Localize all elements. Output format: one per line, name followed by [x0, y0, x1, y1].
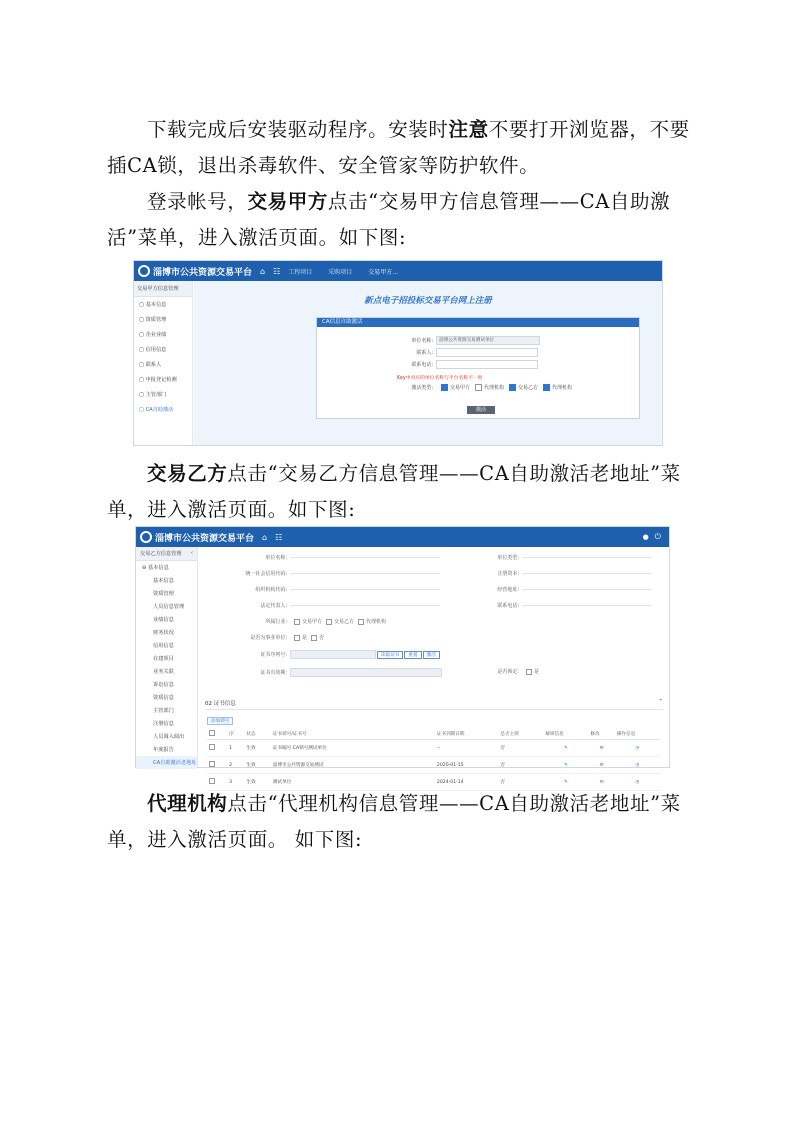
logo-icon [140, 531, 152, 543]
top-navbar [134, 261, 662, 281]
sidebar-item-label: CA自助激活 [145, 407, 174, 413]
table-row[interactable] [207, 740, 660, 757]
column-header: 解锁信息 [543, 728, 588, 740]
cert-serial-field[interactable] [290, 650, 376, 659]
cell: 证书编号 CA锁号测试单位 [271, 740, 435, 757]
grid-icon[interactable]: ☷ [275, 532, 283, 542]
sidebar-item[interactable]: ▢ 信用信息 [139, 347, 167, 353]
sidebar-item-label: 主管部门 [145, 392, 167, 398]
contact-row [317, 348, 538, 357]
logo-icon [138, 265, 150, 277]
form-label: 联系电话: [497, 603, 519, 609]
section-title: 02 证书信息 [205, 701, 236, 707]
sidebar-item-label: 企业业绩 [145, 332, 167, 338]
screenshot-party-b-activation [135, 526, 670, 785]
checkbox[interactable] [526, 669, 532, 675]
company-row [317, 336, 540, 345]
chevron-icon: ‹ [190, 550, 193, 556]
sidebar-item[interactable]: ▢ 联系人 [139, 362, 162, 368]
form-row [469, 586, 652, 593]
platform-brand: 淄博市公共资源交易平台 [153, 267, 253, 278]
cell: 生效 [244, 757, 271, 774]
sidebar [136, 547, 198, 767]
table-header-row [207, 728, 660, 740]
cert-table [207, 728, 660, 791]
sidebar-item[interactable]: 业务关联 [153, 669, 174, 675]
home-icon[interactable]: ⌂ [260, 266, 266, 276]
table-row[interactable] [207, 757, 660, 774]
checkbox[interactable] [294, 619, 300, 625]
form-row [469, 668, 539, 675]
cell: 生效 [244, 740, 271, 757]
form-row [199, 650, 440, 659]
sidebar-item[interactable]: 主管部门 [153, 708, 174, 714]
text-field[interactable] [290, 573, 440, 574]
sidebar-header[interactable] [136, 547, 197, 561]
checkbox[interactable] [441, 384, 448, 391]
form-label: 单位类型: [497, 555, 519, 561]
sidebar-item-label: 申报登记检测 [145, 377, 177, 383]
select-all-header[interactable] [207, 728, 227, 740]
nav-tab[interactable]: 采购项目 [328, 268, 353, 276]
form-row [469, 570, 652, 577]
text-field[interactable] [290, 605, 440, 606]
section-header [205, 699, 663, 710]
form-label: 经营地址: [497, 587, 519, 593]
grid-icon[interactable]: ☷ [273, 266, 281, 276]
bold-text: 交易甲方 [247, 190, 328, 213]
form-label: 是否为事业单位: [250, 635, 287, 641]
sidebar-item[interactable]: 年度报告 [153, 747, 174, 753]
panel-title: CA信息自助激活 [317, 318, 639, 327]
nav-tab[interactable]: 工程项目 [288, 268, 313, 276]
role-option-label: 代理机构 [484, 385, 505, 391]
text: 点击“交易甲方信息管理——CA自助激活”菜单，进入激活页面。如下图: [107, 190, 671, 249]
sidebar-item[interactable]: ▢ 企业业绩 [139, 332, 167, 338]
column-header: 证书锁号/证书号 [271, 728, 435, 740]
sidebar-item-label: 基本信息 [145, 302, 167, 308]
unlock-icon[interactable]: ✎ [543, 740, 588, 757]
form-row [199, 554, 440, 561]
form-label: 证书序列号: [260, 652, 287, 658]
paragraph-party-b [107, 456, 697, 528]
checkbox[interactable] [209, 761, 215, 767]
text: 点击“交易乙方信息管理——CA自助激活老地址”菜单，进入激活页面。如下图: [107, 462, 681, 521]
sidebar-item[interactable]: ▢ 申报登记检测 [139, 377, 177, 383]
form-row [469, 602, 652, 609]
platform-brand: 淄博市公共资源交易平台 [155, 533, 255, 544]
cell: 否 [498, 774, 543, 791]
sidebar-item[interactable]: 信用信息 [153, 643, 174, 649]
cert-expiry-field[interactable] [290, 668, 442, 677]
radio[interactable] [294, 635, 300, 641]
checkbox[interactable] [543, 384, 550, 391]
sidebar-item[interactable]: 人员信息管理 [153, 604, 185, 610]
cell: 3 [227, 774, 244, 791]
form-row [199, 634, 324, 641]
bold-text: 交易乙方 [147, 462, 228, 485]
checkbox[interactable] [209, 744, 215, 750]
sidebar-item-label: 信用信息 [145, 347, 167, 353]
form-label: 所属行业: [265, 619, 287, 625]
role-label: 激活类型: [411, 385, 433, 391]
phone-row [317, 360, 538, 369]
top-navbar [136, 527, 669, 547]
cell: 测试单位 [271, 774, 435, 791]
text: 下载完成后安装驱动程序。安装时 [147, 118, 449, 141]
role-option-label: 交易甲方 [450, 385, 471, 391]
sidebar-item[interactable]: 注册信息 [153, 721, 174, 727]
column-header: 序 [227, 728, 244, 740]
role-option-label: 交易乙方 [518, 385, 539, 391]
cell: 2020-01-15 [435, 757, 498, 774]
text-field[interactable] [522, 557, 652, 558]
read-cert-button[interactable]: 读取证书 [377, 651, 403, 659]
column-header: 状态 [244, 728, 271, 740]
sidebar [134, 281, 193, 445]
form-label: 注册资本: [497, 571, 519, 577]
sidebar-item[interactable]: 资质管理 [153, 591, 174, 597]
cell: 否 [498, 757, 543, 774]
sidebar-header-label: 交易乙方信息管理 [140, 551, 182, 557]
main-content [194, 281, 662, 445]
role-option-label: 代理机构 [552, 385, 573, 391]
paragraph-party-a [107, 184, 697, 256]
sidebar-item-label: 资质管理 [145, 317, 167, 323]
option-label: 交易甲方 [302, 619, 323, 625]
edit-icon[interactable]: ✉ [588, 740, 615, 757]
sidebar-item[interactable]: 财务状况 [153, 630, 174, 636]
sidebar-item-ca-activation-old[interactable]: CA自助激活老地址 [136, 756, 197, 769]
contact-label: 联系人: [416, 350, 433, 356]
form-row [199, 618, 386, 625]
sidebar-item[interactable]: ▢ 资质管理 [139, 317, 167, 323]
checkbox[interactable] [209, 730, 215, 736]
user-icon[interactable]: ● [642, 533, 649, 541]
column-header: 操作信息 [615, 728, 660, 740]
page-title: 新点电子招投标交易平台网上注册 [364, 296, 492, 306]
ca-activation-panel [316, 317, 640, 419]
column-header: 修改 [588, 728, 615, 740]
activate-button[interactable]: 激活 [467, 406, 495, 414]
contact-input[interactable] [436, 348, 538, 357]
radio[interactable] [311, 635, 317, 641]
sidebar-item[interactable]: 人员调入调出 [153, 734, 185, 740]
form-label: 是否锁定: [497, 669, 519, 675]
form-label: 单位名称: [265, 555, 287, 561]
form-row [199, 570, 440, 577]
form-label: 证书有效期: [260, 670, 287, 676]
collapse-icon[interactable]: ⌃ [658, 699, 663, 705]
cell: -- [435, 740, 498, 757]
info-icon[interactable]: ◷ [615, 740, 660, 757]
edit-icon[interactable]: ✉ [588, 774, 615, 791]
cell: 1 [227, 740, 244, 757]
cell: 2 [227, 757, 244, 774]
sidebar-item[interactable]: 在建项目 [153, 656, 174, 662]
add-lock-button[interactable]: 添加锁号 [207, 717, 233, 725]
text-field[interactable] [522, 605, 652, 606]
text-field[interactable] [290, 557, 440, 558]
sidebar-group[interactable]: ⊖ 基本信息 [142, 565, 169, 571]
info-icon[interactable]: ◷ [615, 774, 660, 791]
option-label: 否 [319, 635, 325, 641]
column-header: 证书到期日期 [435, 728, 498, 740]
sidebar-header[interactable]: 交易甲方信息管理 [134, 281, 192, 297]
cell: 否 [498, 740, 543, 757]
company-label: 单位名称: [411, 338, 433, 344]
role-row [317, 384, 572, 391]
form-label: 法定代表人: [260, 603, 287, 609]
unlock-icon[interactable]: ✎ [543, 757, 588, 774]
unlock-icon[interactable]: ✎ [543, 774, 588, 791]
paragraph-agency [107, 786, 697, 858]
text: 登录帐号， [147, 190, 248, 213]
role-options [436, 384, 572, 391]
sidebar-item[interactable]: ▢ 主管部门 [139, 392, 167, 398]
home-icon[interactable]: ⌂ [262, 532, 268, 542]
warning-text: Key中对应的单位名称与平台名称不一致 [397, 376, 483, 381]
reset-button[interactable]: 重置 [404, 651, 421, 659]
form-row [199, 586, 440, 593]
text: 点击“代理机构信息管理——CA自助激活老地址”菜单，进入激活页面。 如下图: [107, 792, 681, 851]
option-label: 是 [534, 669, 540, 675]
power-icon[interactable]: ⏻ [654, 532, 661, 541]
form-label: 组织机构代码: [255, 587, 287, 593]
screenshot-party-a-activation [133, 260, 663, 446]
checkbox[interactable] [209, 778, 215, 784]
option-label: 是 [302, 635, 308, 641]
phone-input[interactable] [436, 360, 538, 369]
phone-label: 联系电话: [411, 362, 433, 368]
sidebar-item[interactable]: ▢ 基本信息 [139, 302, 167, 308]
nav-tab-active[interactable]: 交易甲方... [368, 268, 399, 276]
sidebar-item[interactable]: 诉讼信息 [153, 682, 174, 688]
text-field[interactable] [290, 589, 440, 590]
bold-text: 注意 [448, 118, 489, 141]
cell: 生效 [244, 774, 271, 791]
bold-text: 代理机构 [147, 792, 228, 815]
sidebar-group-label: 基本信息 [148, 565, 169, 571]
info-icon[interactable]: ◷ [615, 757, 660, 774]
checkbox[interactable] [358, 619, 364, 625]
checkbox[interactable] [509, 384, 516, 391]
paragraph-install [107, 112, 697, 184]
form-row [199, 668, 442, 677]
text-field[interactable] [522, 589, 652, 590]
checkbox[interactable] [475, 384, 482, 391]
option-label: 代理机构 [366, 619, 387, 625]
sidebar-item-ca-activation[interactable]: ▢ CA自助激活 [139, 407, 174, 413]
column-header: 是否主锁 [498, 728, 543, 740]
form-row [199, 602, 440, 609]
company-field: 淄博公共资源交易测试单位 [436, 336, 540, 345]
sidebar-item[interactable]: 业绩信息 [153, 617, 174, 623]
edit-icon[interactable]: ✉ [588, 757, 615, 774]
text-field[interactable] [522, 573, 652, 574]
sidebar-item-label: 联系人 [145, 362, 162, 368]
row-select[interactable] [207, 740, 227, 757]
row-select[interactable] [207, 757, 227, 774]
cell: 2024-01-14 [435, 774, 498, 791]
checkbox[interactable] [326, 619, 332, 625]
cell: 淄博市公共资源交易测试 [271, 757, 435, 774]
option-label: 交易乙方 [334, 619, 355, 625]
main-content [199, 547, 669, 785]
sidebar-item[interactable]: 基本信息 [153, 578, 174, 584]
form-label: 统一社会信用代码: [245, 571, 287, 577]
text: 不要打开浏览器，不要插CA锁，退出杀毒软件、安全管家等防护软件。 [107, 118, 690, 177]
form-row [469, 554, 652, 561]
sidebar-item[interactable]: 资质信息 [153, 695, 174, 701]
activate-button[interactable]: 激活 [423, 651, 440, 659]
